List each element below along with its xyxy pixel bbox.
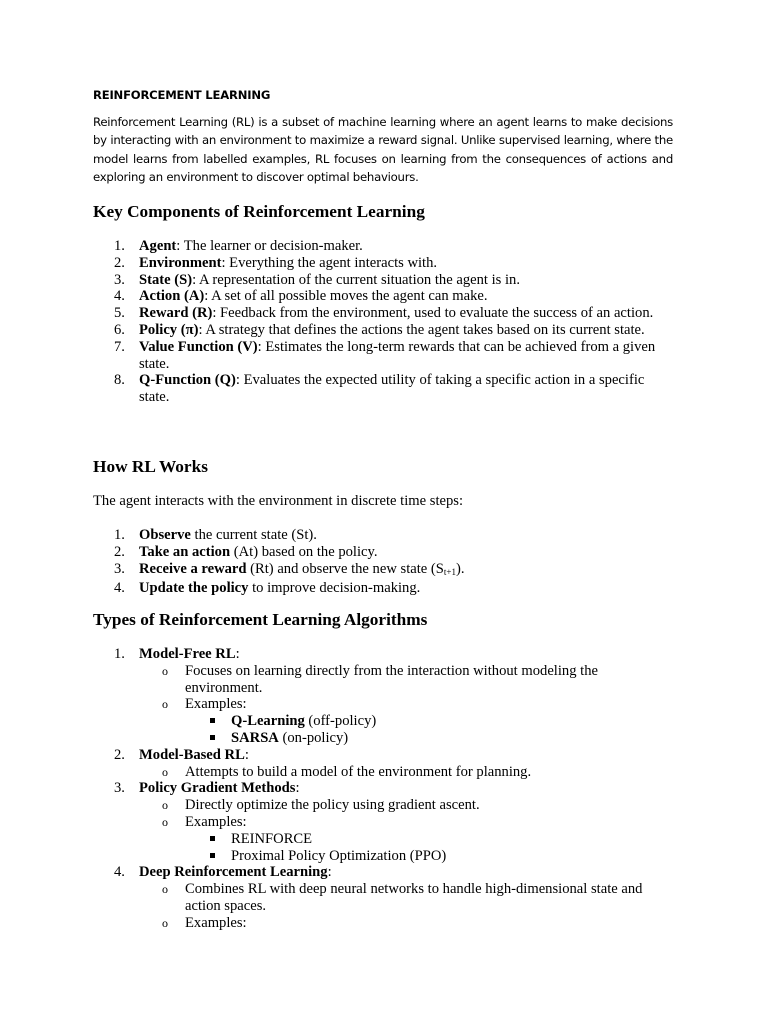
term: Update the policy <box>139 580 249 597</box>
list-item: 4. Update the policy to improve decision-making. <box>114 580 421 597</box>
term: Take an action <box>139 543 231 560</box>
subscript: t+1 <box>443 566 456 577</box>
how-rl-works-heading: How RL Works <box>93 457 208 476</box>
sub-sub-list-item: SARSA (on-policy) <box>231 730 678 747</box>
term: Agent <box>139 238 177 254</box>
list-item: 2. Take an action (At) based on the policy. <box>114 543 378 560</box>
term: Model-Based RL <box>139 746 245 763</box>
term: Policy Gradient Methods <box>139 780 296 797</box>
term: Reward (R) <box>139 305 213 322</box>
sub-list <box>162 881 678 931</box>
key-components-list <box>0 238 768 406</box>
document-title: REINFORCEMENT LEARNING <box>93 88 271 102</box>
list-item: 6. Policy (π): A strategy that defines the actions the agent takes based on its current state. <box>114 321 645 338</box>
sub-sub-list-item: REINFORCE <box>231 831 678 848</box>
list-item: 1. Observe the current state (St). <box>114 527 317 543</box>
list-item: 5. Reward (R): Feedback from the environment, used to evaluate the success of an action. <box>114 305 654 322</box>
term: Value Function (V) <box>139 338 258 355</box>
bullet-marker: o <box>162 882 168 897</box>
term: Receive a reward <box>139 560 247 577</box>
sub-list-item: o Combines RL with deep neural networks to handle high-dimensional state and action spaces. <box>162 881 643 914</box>
sub-list-item: o Examples: <box>162 914 247 931</box>
sub-list <box>162 797 678 864</box>
types-heading: Types of Reinforcement Learning Algorithms <box>93 610 428 629</box>
sub-list-item: o Examples: REINFORCE Proximal Policy Optimization (PPO) <box>185 814 678 864</box>
how-rl-works-intro: The agent interacts with the environment in discrete time steps: <box>93 493 464 509</box>
sub-list-item: o Examples: Q-Learning (off-policy) SARSA (on-policy) <box>185 696 678 746</box>
how-rl-works-steps <box>0 527 768 597</box>
bullet-marker: o <box>162 697 168 712</box>
list-item: 2. Environment: Everything the agent interacts with. <box>114 254 438 271</box>
list-item: 4. Action (A): A set of all possible moves the agent can make. <box>114 288 488 305</box>
sub-sub-list-item: Proximal Policy Optimization (PPO) <box>231 848 678 865</box>
list-item: 4. Deep Reinforcement Learning: o Combines RL with deep neural networks to handle high-dimensional state and action spaces. o Examples: <box>0 864 768 931</box>
bullet-marker: o <box>162 663 168 678</box>
sub-list <box>162 662 678 747</box>
intro-paragraph: Reinforcement Learning (RL) is a subset of machine learning where an agent learns to make decisions by interacting with an environment to maximize a reward signal. Unlike supervised learning, where the model learns from labelled examples, RL focuses on learning from the consequences of actions and exploring an environment to discover optimal behaviours. <box>93 115 673 184</box>
list-item: 3. Policy Gradient Methods: o Directly optimize the policy using gradient ascent. o Examples: REINFORCE Proximal Policy Optimization (PPO) <box>0 780 768 864</box>
sub-list-item: o Attempts to build a model of the environment for planning. <box>162 763 532 780</box>
bullet-marker: o <box>162 915 168 930</box>
sub-list-item: o Directly optimize the policy using gradient ascent. <box>162 797 480 814</box>
square-bullet-icon <box>210 735 215 740</box>
bullet-marker: o <box>162 764 168 779</box>
term: State (S) <box>139 271 193 288</box>
term: Deep Reinforcement Learning <box>139 864 328 881</box>
term: Action (A) <box>139 288 205 305</box>
types-list <box>0 646 768 932</box>
term: Environment <box>139 254 222 271</box>
list-item: 2. Model-Based RL: o Attempts to build a model of the environment for planning. <box>0 747 768 781</box>
sub-list <box>162 763 678 781</box>
sub-sub-list <box>231 713 678 747</box>
bullet-marker: o <box>162 814 168 829</box>
list-item: 1. Agent: The learner or decision-maker. <box>114 238 363 254</box>
term: Policy (π) <box>139 321 199 338</box>
list-item: 3. Receive a reward (Rt) and observe the new state $(S_{t+1})$. <box>114 560 465 577</box>
term: Observe <box>139 527 191 543</box>
bullet-marker: o <box>162 798 168 813</box>
sub-list-item: o Focuses on learning directly from the interaction without modeling the environment. <box>162 662 598 696</box>
term: Model-Free RL <box>139 646 236 662</box>
square-bullet-icon <box>210 836 215 841</box>
sub-sub-list-item: Q-Learning (off-policy) <box>231 713 678 730</box>
square-bullet-icon <box>210 853 215 858</box>
term: Q-Function (Q) <box>139 372 236 389</box>
list-item: 3. State (S): A representation of the current situation the agent is in. <box>114 271 520 288</box>
sub-sub-list <box>231 831 678 865</box>
list-item: 8. Q-Function (Q): Evaluates the expected utility of taking a specific action in a specific state. <box>114 372 645 406</box>
list-item: 7. Value Function (V): Estimates the long-term rewards that can be achieved from a given state. <box>114 338 656 372</box>
list-item: 1. Model-Free RL: o Focuses on learning directly from the interaction without modeling the environment. o Examples: Q-Learning (off-policy) SARSA (on-policy) <box>0 646 768 747</box>
square-bullet-icon <box>210 718 215 723</box>
key-components-heading: Key Components of Reinforcement Learning <box>93 202 425 221</box>
